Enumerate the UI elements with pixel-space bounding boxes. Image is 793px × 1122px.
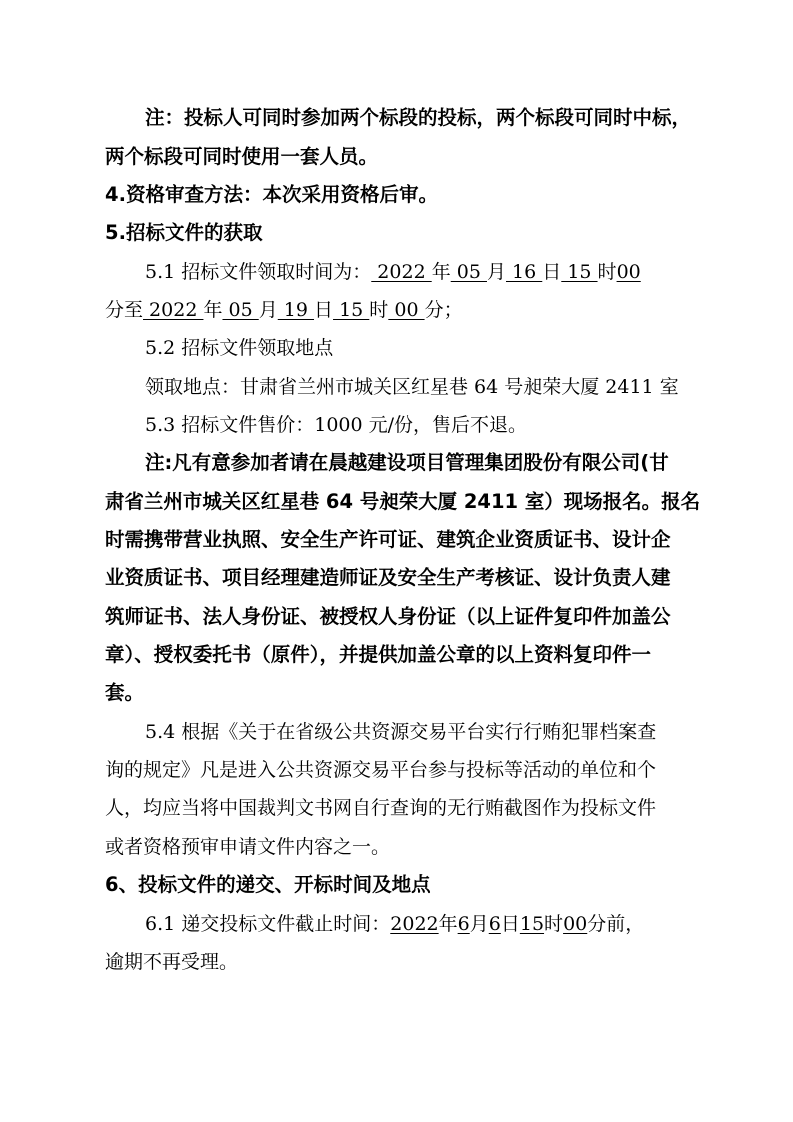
end-month-unit: 月: [258, 299, 278, 321]
item-6-1-line-2: 逾期不再受理。: [105, 951, 239, 973]
section-6-heading: 6、投标文件的递交、开标时间及地点: [105, 873, 431, 896]
note-1-line-2: 两个标段可同时使用一套人员。: [105, 145, 379, 168]
end-day: 19: [277, 299, 315, 321]
deadline-day-unit: 日: [500, 913, 520, 935]
item-5-1-line2-prefix: 分至: [105, 299, 144, 321]
start-year: 2022: [371, 261, 432, 283]
start-minute: 00: [616, 261, 641, 283]
end-minute: 00: [388, 299, 425, 321]
start-hour: 15: [561, 261, 598, 283]
start-year-unit: 年: [431, 261, 451, 283]
item-5-3-price: 5.3 招标文件售价：1000 元/份，售后不退。: [145, 414, 528, 436]
section-5-heading: 5.招标文件的获取: [105, 221, 263, 244]
item-5-4-line-3: 人，均应当将中国裁判文书网自行查询的无行贿截图作为投标文件: [105, 797, 657, 819]
end-year: 2022: [143, 299, 204, 321]
item-5-2-heading: 5.2 招标文件领取地点: [145, 337, 334, 359]
note-1-line-1: 注：投标人可同时参加两个标段的投标，两个标段可同时中标，: [145, 106, 692, 129]
deadline-hour-unit: 时: [544, 913, 564, 935]
end-year-unit: 年: [203, 299, 223, 321]
item-5-1-line-1: [145, 260, 641, 284]
note-2-line-2: 肃省兰州市城关区红星巷 64 号昶荣大厦 2411 室）现场报名。报名: [105, 490, 701, 513]
item-5-4-line-2: 询的规定》凡是进入公共资源交易平台参与投标等活动的单位和个: [105, 759, 657, 781]
note-2-line-4: 业资质证书、项目经理建造师证及安全生产考核证、设计负责人建: [105, 566, 671, 589]
start-month-unit: 月: [486, 261, 506, 283]
note-2-line-7: 套。: [105, 681, 145, 704]
item-5-1-line2-suffix: 分；: [424, 299, 463, 321]
item-6-1-suffix: 分前，: [587, 913, 645, 935]
note-2-line-6: 章）、授权委托书（原件），并提供加盖公章的以上资料复印件一: [105, 643, 652, 666]
deadline-year: 2022: [390, 913, 439, 935]
item-5-2-address: 领取地点：甘肃省兰州市城关区红星巷 64 号昶荣大厦 2411 室: [145, 376, 679, 398]
end-hour-unit: 时: [369, 299, 389, 321]
item-5-1-prefix: 5.1 招标文件领取时间为：: [145, 261, 372, 283]
note-2-line-3: 时需携带营业执照、安全生产许可证、建筑企业资质证书、设计企: [105, 528, 671, 551]
start-month: 05: [450, 261, 487, 283]
item-6-1-line-1: [145, 912, 644, 936]
start-hour-unit: 时: [597, 261, 617, 283]
deadline-month-unit: 月: [469, 913, 489, 935]
item-5-1-line-2: [105, 298, 463, 322]
item-5-4-line-1: 5.4 根据《关于在省级公共资源交易平台实行行贿犯罪档案查: [145, 721, 657, 743]
deadline-year-unit: 年: [438, 913, 458, 935]
end-day-unit: 日: [314, 299, 334, 321]
note-2-line-5: 筑师证书、法人身份证、被授权人身份证（以上证件复印件加盖公: [105, 605, 671, 628]
section-4-heading: 4.资格审查方法：本次采用资格后审。: [105, 183, 438, 206]
item-6-1-prefix: 6.1 递交投标文件截止时间：: [145, 913, 391, 935]
end-hour: 15: [333, 299, 370, 321]
start-day: 16: [506, 261, 543, 283]
note-2-line-1: 注:凡有意参加者请在晨越建设项目管理集团股份有限公司(甘: [145, 451, 669, 474]
start-day-unit: 日: [542, 261, 562, 283]
deadline-day: 6: [488, 913, 501, 935]
deadline-minute: 00: [563, 913, 588, 935]
deadline-month: 6: [457, 913, 470, 935]
item-5-4-line-4: 或者资格预审申请文件内容之一。: [105, 836, 391, 858]
deadline-hour: 15: [519, 913, 545, 935]
end-month: 05: [222, 299, 259, 321]
